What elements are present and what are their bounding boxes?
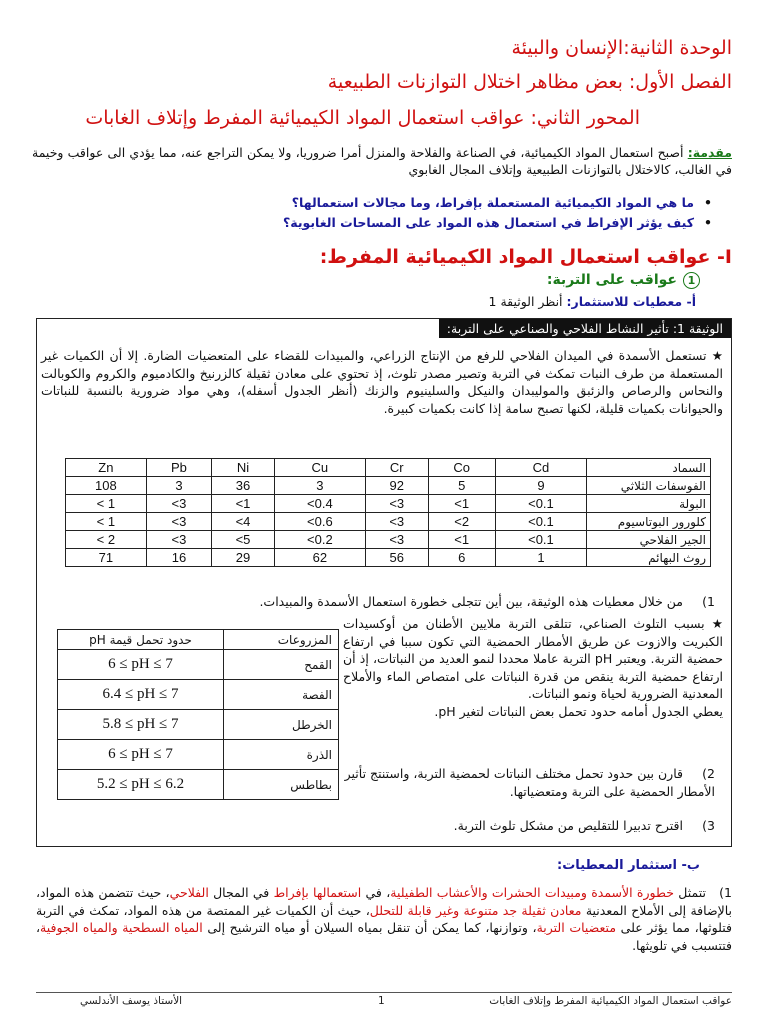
value-cell: <1 [212,495,275,513]
crop-cell: الخرطل [224,710,339,740]
paragraph-number: 1) [719,885,732,900]
value-cell: Cu [274,459,365,477]
value-cell: <0.1 [495,495,586,513]
question-1 [43,593,715,610]
value-cell: 56 [365,549,428,567]
question-number: 2) [702,766,715,781]
table-row [66,477,711,495]
value-cell: < 1 [66,495,147,513]
table-row [58,740,339,770]
fertilizer-cell: السماد [587,459,711,477]
question-3 [335,817,715,835]
table-row [58,710,339,740]
ph-range-cell: 6 ≤ pH ≤ 7 [58,650,224,680]
table-row [66,531,711,549]
value-cell: 62 [274,549,365,567]
circled-number: 1 [683,272,700,289]
section-title: I- عواقب استعمال المواد الكيميائية المفرط: [319,246,732,268]
table-header-row [66,459,711,477]
value-cell: 16 [146,549,211,567]
value-cell: <3 [146,495,211,513]
document-paragraph-2 [343,615,723,720]
value-cell: Cd [495,459,586,477]
question-text: قارن بين حدود تحمل مختلف النباتات لحمضية التربة، واستنتج تأثير الأمطار الحمضية على التربة ومتعضياتها. [344,766,715,799]
paragraph-2-end: يعطي الجدول أمامه حدود تحمل بعض النباتات لتغير pH. [434,703,723,719]
value-cell: <1 [428,495,495,513]
value-cell: Zn [66,459,147,477]
value-cell: 1 [495,549,586,567]
document-title: الوثيقة 1: تأثير النشاط الفلاحي والصناعي على التربة: [439,319,731,338]
value-cell: 71 [66,549,147,567]
value-cell: < 2 [66,531,147,549]
value-cell: <0.2 [274,531,365,549]
value-cell: Co [428,459,495,477]
text-fragment: ، وتوازنها، كما يمكن أن تنقل بمياه السيلان أو مياه الترشيح إلى [202,920,537,935]
value-cell: Ni [212,459,275,477]
introduction [32,144,732,178]
ph-range-cell: 5.2 ≤ pH ≤ 6.2 [58,770,224,800]
data-intro-label: أ- معطيات للاستثمار: [566,294,696,309]
crop-cell: القمح [224,650,339,680]
value-cell: <1 [428,531,495,549]
table-header-row [58,630,339,650]
heavy-metals-table [65,458,711,567]
fertilizer-cell: الجير الفلاحي [587,531,711,549]
question-list [112,193,712,233]
exploitation-text [36,885,732,953]
value-cell: <3 [365,513,428,531]
value-cell: <0.6 [274,513,365,531]
ph-tolerance-table [57,629,339,800]
text-fragment: في المجال [208,885,274,900]
value-cell: <0.1 [495,531,586,549]
value-cell: <3 [146,513,211,531]
intro-text: أصبح استعمال المواد الكيميائية، في الصناعة والفلاحة والمنزل أمرا ضروريا، ولا يمكن التراجع عنه، مما يؤدي الى عواقب وخيمة في الغالب، كالاختلال بالتوازنات الطبيعية وإتلاف المجال الغابوي [32,145,732,177]
table-row [66,513,711,531]
fertilizer-cell: البولة [587,495,711,513]
subsection-label: عواقب على التربة: [546,272,677,288]
value-cell: 108 [66,477,147,495]
question-number: 3) [702,818,715,833]
fertilizer-cell: روث البهائم [587,549,711,567]
footer-title: عواقب استعمال المواد الكيميائية المفرط وإتلاف الغابات [489,995,732,1007]
subsection-title [547,272,700,289]
text-fragment: تتمثل [673,885,706,900]
value-cell: <2 [428,513,495,531]
highlighted-text: متعضيات التربة [536,920,617,935]
paragraph-2-text: ★ بسبب التلوث الصناعي، تتلقى التربة ملايين الأطنان من أوكسيدات الكبريت والازوت عن طريق الأمطار الحمضية التي تكون سببا في ارتفاع حمضية التربة. ويعتبر pH التربة عاملا محددا لنمو العديد من النباتات، إذ أن ارتفاع حمضية التربة ينقص من قدرة النباتات على امتصاص الماء والأملاح المعدنية الضرورية لحياة ونمو النباتات. [343,616,724,701]
table-row [58,770,339,800]
question-item: • ما هي المواد الكيميائية المستعملة بإفراط، وما مجالات استعمالها؟ [112,193,712,213]
value-cell: <3 [365,531,428,549]
question-text: اقترح تدبيرا للتقليص من مشكل تلوث التربة. [453,818,683,833]
value-cell: <3 [146,531,211,549]
highlighted-text: الفلاحي [169,885,209,900]
value-cell: <4 [212,513,275,531]
axis-heading: المحور الثاني: عواقب استعمال المواد الكيميائية المفرط وإتلاف الغابات [85,107,640,129]
value-cell: 92 [365,477,428,495]
ph-range-cell: 6 ≤ pH ≤ 7 [58,740,224,770]
document-1-box [36,318,732,847]
value-cell: 36 [212,477,275,495]
unit-heading: الوحدة الثانية:الإنسان والبيئة [511,37,732,59]
value-cell: <5 [212,531,275,549]
ph-range-cell: 5.8 ≤ pH ≤ 7 [58,710,224,740]
table-row [58,650,339,680]
crop-cell: المزروعات [224,630,339,650]
value-cell: <3 [365,495,428,513]
exploitation-title: ب- استثمار المعطيات: [557,858,700,873]
intro-label: مقدمة: [687,145,732,160]
ph-range-cell: حدود تحمل قيمة pH [58,630,224,650]
text-fragment: ، في [361,885,391,900]
value-cell: 29 [212,549,275,567]
question-number: 1) [702,594,715,609]
document-paragraph-1: ★ تستعمل الأسمدة في الميدان الفلاحي للرفع من الإنتاج الزراعي، والمبيدات للقضاء على المتعضيات الضارة. إلا أن الكميات غير المستعملة من طرف النبات تمكث في التربة وتصير مصدر تلوث، إذ تحتوي على معادن ثقيلة كالزرنيخ والكادميوم والكروم والكوبالت والنحاس والرصاص والزئبق والموليبدان والنيكل والسلينيوم والزنك (أنظر الجدول أسفله)، وهي مواد ضرورية بالنسبة للنباتات والحيوانات بكميات قليلة، لكنها تصبح سامة إذا كانت بكميات كبيرة. [41,348,723,416]
text-fragment: ، فتتسبب في تلويثها. [36,920,732,953]
crop-cell: الذرة [224,740,339,770]
footer-divider [36,992,732,993]
value-cell: 5 [428,477,495,495]
table-row [66,495,711,513]
text-fragment: ، حيث تتضمن هذه المواد، بالإضافة إلى الأملاح المعدنية [36,885,732,918]
highlighted-text: المياه السطحية والمياه الجوفية [40,920,203,935]
chapter-heading: الفصل الأول: بعض مظاهر اختلال التوازنات الطبيعية [327,71,732,93]
value-cell: < 1 [66,513,147,531]
question-item: • كيف يؤثر الإفراط في استعمال هذه المواد على المساحات الغابوية؟ [112,213,712,233]
data-intro [489,294,696,309]
value-cell: Pb [146,459,211,477]
highlighted-text: معادن ثقيلة جد متنوعة وغير قابلة للتحلل [369,902,582,918]
crop-cell: الفصة [224,680,339,710]
ph-range-cell: 6.4 ≤ pH ≤ 7 [58,680,224,710]
value-cell: 6 [428,549,495,567]
value-cell: 3 [274,477,365,495]
crop-cell: بطاطس [224,770,339,800]
page-number: 1 [378,995,385,1007]
footer-author: الأستاذ يوسف الأندلسي [80,995,183,1007]
text-fragment: ، حيث أن الكميات غير الممتصة من هذه المواد، تمكث في التربة فتلوثها، مما يؤثر على [36,902,733,935]
table-row [66,549,711,567]
fertilizer-cell: كلورور البوتاسيوم [587,513,711,531]
value-cell: 9 [495,477,586,495]
data-intro-text: أنظر الوثيقة 1 [488,294,563,309]
value-cell: <0.4 [274,495,365,513]
highlighted-text: استعمالها بإفراط [273,885,362,900]
highlighted-text: خطورة الأسمدة ومبيدات الحشرات والأعشاب الطفيلية [390,885,674,900]
exploitation-paragraph [36,884,732,954]
value-cell: 3 [146,477,211,495]
table-row [58,680,339,710]
question-2 [335,765,715,801]
question-text: من خلال معطيات هذه الوثيقة، بين أين تتجلى خطورة استعمال الأسمدة والمبيدات. [259,594,683,609]
fertilizer-cell: الفوسفات الثلاثي [587,477,711,495]
value-cell: Cr [365,459,428,477]
value-cell: <0.1 [495,513,586,531]
